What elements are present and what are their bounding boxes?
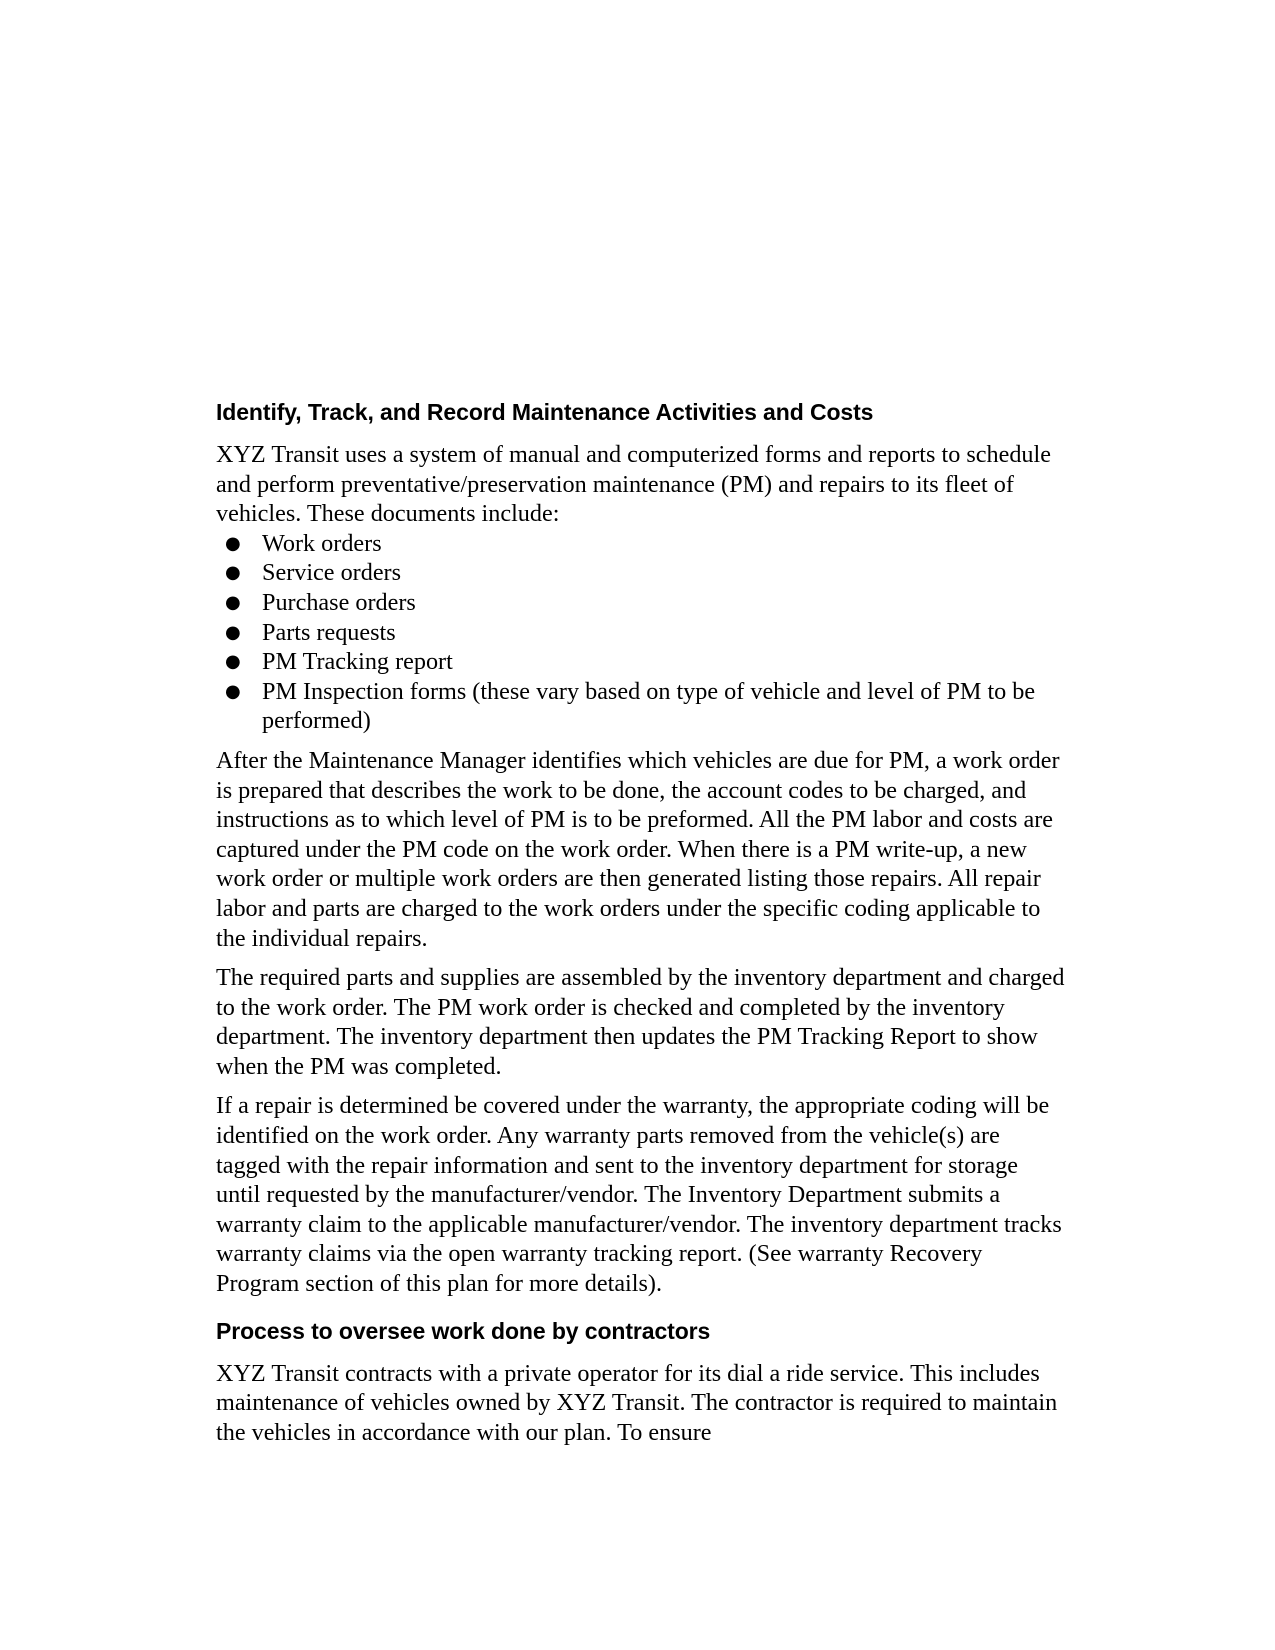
list-item-text: Service orders	[262, 559, 402, 587]
list-item	[216, 529, 1066, 559]
body-paragraph-parts-supplies: The required parts and supplies are assembled by the inventory department and charged to the work order. The PM work order is checked and completed by the inventory department. The inventory department then updates the PM Tracking Report to show when the PM was completed.	[216, 964, 1065, 1080]
list-item-text: Parts requests	[262, 618, 396, 646]
intro-paragraph: XYZ Transit uses a system of manual and computerized forms and reports to schedule and perform preventative/preservation maintenance (PM) and repairs to its fleet of vehicles. These documents include:	[216, 441, 1051, 528]
list-item	[216, 558, 1066, 588]
section-heading-contractors: Process to oversee work done by contractors	[216, 1317, 711, 1344]
bullet-icon: ●	[225, 532, 241, 554]
list-item	[216, 647, 1066, 677]
body-paragraph-contractor: XYZ Transit contracts with a private operator for its dial a ride service. This includes maintenance of vehicles owned by XYZ Transit. The contractor is required to maintain the vehicles in accordance with our plan. To ensure	[216, 1359, 1058, 1446]
bullet-icon: ●	[225, 562, 241, 584]
list-item	[216, 618, 1066, 648]
list-item-text: Work orders	[262, 529, 382, 557]
body-paragraph-warranty: If a repair is determined be covered under the warranty, the appropriate coding will be identified on the work order. Any warranty parts removed from the vehicle(s) are tagged with the repair information and sent to the inventory department for storage until requested by the manufacturer/vendor. The Inventory Department submits a warranty claim to the applicable manufacturer/vendor. The inventory department tracks warranty claims via the open warranty tracking report. (See warranty Recovery Program section of this plan for more details).	[216, 1092, 1062, 1298]
documents-list	[216, 529, 1066, 736]
body-paragraph-pm-work-order: After the Maintenance Manager identifies which vehicles are due for PM, a work order is prepared that describes the work to be done, the account codes to be charged, and instructions as to which level of PM is to be preformed. All the PM labor and costs are captured under the PM code on the work order. When there is a PM write-up, a new work order or multiple work orders are then generated listing those repairs. All repair labor and parts are charged to the work orders under the specific coding applicable to the individual repairs.	[216, 746, 1060, 952]
document-page	[216, 398, 1066, 1457]
bullet-icon: ●	[225, 591, 241, 613]
list-item-text: PM Inspection forms (these vary based on type of vehicle and level of PM to be performed)	[262, 677, 1036, 735]
list-item-text: Purchase orders	[262, 588, 416, 616]
bullet-icon: ●	[225, 621, 241, 643]
list-item	[216, 677, 1066, 736]
section-heading-maintenance: Identify, Track, and Record Maintenance Activities and Costs	[216, 399, 874, 425]
bullet-icon: ●	[225, 651, 241, 673]
list-item	[216, 588, 1066, 618]
list-item-text: PM Tracking report	[262, 648, 453, 676]
bullet-icon: ●	[225, 680, 241, 702]
